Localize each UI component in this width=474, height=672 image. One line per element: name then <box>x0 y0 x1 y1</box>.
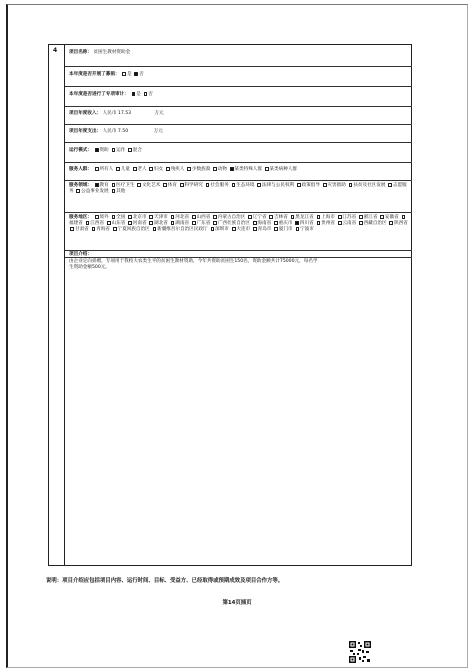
field-checkbox-13[interactable] <box>112 189 116 193</box>
region-checkbox-34[interactable] <box>232 227 236 231</box>
project-name-label: 项目名称： <box>69 50 92 55</box>
region-checkbox-24[interactable] <box>295 221 299 225</box>
region-checkbox-15[interactable] <box>86 221 90 225</box>
region-option-22: 海南省 <box>257 221 272 227</box>
field-option-13: 其他 <box>116 189 126 195</box>
region-option-31: 宁夏回族自治区 <box>117 227 150 233</box>
field-option-2: 文化艺术 <box>141 183 161 189</box>
region-option-20: 广东省 <box>196 221 211 227</box>
beneficiary-option-8: 某类病种人群 <box>269 167 298 173</box>
region-option-23: 重庆市 <box>278 221 293 227</box>
region-checkbox-23[interactable] <box>274 221 278 225</box>
region-option-15: 江西省 <box>90 221 105 227</box>
project-name-value: 贫困生教材资助金 <box>93 50 131 55</box>
region-option-28: 陕西省 <box>394 221 408 227</box>
row-income <box>65 107 412 125</box>
region-option-3: 天津市 <box>154 215 168 221</box>
field-option-7: 法律与公民权利 <box>261 183 295 189</box>
region-checkbox-19[interactable] <box>171 221 175 225</box>
beneficiary-option-2: 老人 <box>137 167 147 173</box>
income-amount: 17.53 <box>117 111 132 116</box>
region-option-11: 江苏省 <box>342 215 357 221</box>
region-option-21: 广西壮族自治区 <box>217 221 250 227</box>
item-number-column <box>49 45 65 565</box>
region-option-4: 河北省 <box>175 215 190 221</box>
region-checkbox-13[interactable] <box>380 215 384 219</box>
region-option-1: 全国 <box>116 215 126 221</box>
field-option-8: 政策倡导 <box>301 183 320 189</box>
expense-label: 项目年度支出： <box>69 129 102 134</box>
income-prefix: 人民币 <box>102 111 117 116</box>
region-option-27: 西藏自治区 <box>363 221 387 227</box>
beneficiary-option-7: 某类特殊人群 <box>234 167 262 173</box>
beneficiaries-label: 服务人群： <box>69 167 92 173</box>
field-checkbox-8[interactable] <box>297 183 301 187</box>
row-intro-label <box>65 251 412 258</box>
fundraising-no-label: 否 <box>139 72 144 78</box>
region-option-9: 黑龙江省 <box>295 215 314 221</box>
field-checkbox-6[interactable] <box>232 183 236 187</box>
fundraising-label: 本年度是否开展了募捐： <box>69 72 120 78</box>
field-option-1: 医疗卫生 <box>116 183 135 189</box>
audit-yes-checkbox[interactable] <box>132 92 136 96</box>
beneficiary-checkbox-6[interactable] <box>213 167 217 171</box>
mode-label: 运行模式： <box>69 148 92 154</box>
audit-yes-label: 是 <box>136 92 141 98</box>
region-option-25: 贵州省 <box>321 221 335 227</box>
region-checkbox-4[interactable] <box>171 215 175 219</box>
region-checkbox-28[interactable] <box>389 221 393 225</box>
row-intro-text <box>65 258 412 566</box>
beneficiary-checkbox-3[interactable] <box>149 167 153 171</box>
region-checkbox-33[interactable] <box>211 227 215 231</box>
beneficiary-option-5: 少数族裔 <box>191 167 211 173</box>
income-unit: 万元 <box>154 111 164 116</box>
field-checkbox-11[interactable] <box>388 183 392 187</box>
qr-code-icon <box>348 640 372 664</box>
intro-label: 项目介绍： <box>69 251 92 257</box>
region-option-14: 福建省 <box>69 221 83 227</box>
audit-label: 本年度是否进行了专项审计： <box>69 92 129 98</box>
region-option-16: 山东省 <box>111 221 126 227</box>
item-number: 4 <box>53 47 58 54</box>
beneficiary-checkbox-5[interactable] <box>187 167 191 171</box>
field-checkbox-3[interactable] <box>163 183 167 187</box>
region-checkbox-6[interactable] <box>213 215 217 219</box>
region-checkbox-17[interactable] <box>128 221 132 225</box>
region-option-36: 厦门市 <box>278 227 293 233</box>
field-option-6: 生态环境 <box>236 183 255 189</box>
region-option-7: 辽宁省 <box>252 215 267 221</box>
beneficiary-checkbox-2[interactable] <box>133 167 137 171</box>
region-checkbox-18[interactable] <box>149 221 153 225</box>
field-checkbox-5[interactable] <box>206 183 210 187</box>
region-checkbox-2[interactable] <box>128 215 132 219</box>
mode-option-1: 运作 <box>116 148 126 154</box>
region-checkbox-5[interactable] <box>192 215 196 219</box>
beneficiary-option-6: 动物 <box>217 167 227 173</box>
region-option-29: 甘肃省 <box>74 227 89 233</box>
region-option-18: 湖北省 <box>154 221 168 227</box>
region-checkbox-16[interactable] <box>107 221 111 225</box>
region-checkbox-11[interactable] <box>338 215 342 219</box>
region-checkbox-32[interactable] <box>153 227 157 231</box>
region-option-34: 大连市 <box>236 227 251 233</box>
region-option-2: 北京市 <box>132 215 147 221</box>
beneficiary-option-0: 所有人 <box>99 167 114 173</box>
region-option-0: 境外 <box>99 215 109 221</box>
region-option-17: 河南省 <box>132 221 147 227</box>
field-option-4: 科学研究 <box>184 183 203 189</box>
region-option-30: 青海省 <box>96 227 111 233</box>
region-option-35: 青岛市 <box>257 227 272 233</box>
expense-amount: 7.50 <box>117 129 129 134</box>
region-checkbox-10[interactable] <box>317 215 321 219</box>
field-checkbox-2[interactable] <box>137 183 141 187</box>
page-number: 第14页插页 <box>222 600 252 606</box>
project-table <box>48 44 412 566</box>
region-checkbox-21[interactable] <box>213 221 217 225</box>
row-fundraising <box>65 67 412 87</box>
mode-checkbox-2[interactable] <box>128 148 132 152</box>
region-checkbox-7[interactable] <box>248 215 252 219</box>
regions-label: 服务地区： <box>69 215 92 221</box>
region-checkbox-1[interactable] <box>112 215 116 219</box>
region-option-8: 吉林省 <box>274 215 288 221</box>
field-option-9: 灾害救助 <box>327 183 346 189</box>
fundraising-yes-label: 是 <box>127 72 132 78</box>
mode-option-0: 资助 <box>99 148 109 154</box>
region-checkbox-9[interactable] <box>291 215 295 219</box>
region-checkbox-20[interactable] <box>192 221 196 225</box>
footer-note: 说明：项目介绍应包括项目内容、运行时间、目标、受益方、已经取得或预期成效及项目合作方等。 <box>46 578 284 584</box>
field-option-11: 志愿服务 <box>69 183 407 195</box>
region-checkbox-26[interactable] <box>338 221 342 225</box>
mode-checkbox-1[interactable] <box>112 148 116 152</box>
region-checkbox-22[interactable] <box>253 221 257 225</box>
field-option-10: 扶贫及社区发展 <box>353 183 386 189</box>
row-fields <box>65 181 412 213</box>
region-option-12: 浙江省 <box>363 215 378 221</box>
region-option-6: 内蒙古自治区 <box>217 215 246 221</box>
region-checkbox-14[interactable] <box>402 215 406 219</box>
field-checkbox-1[interactable] <box>112 183 116 187</box>
region-option-5: 山西省 <box>196 215 211 221</box>
intro-text: 由企业定向捐赠，专项用于我校大农类生平的贫困生教材资助，今年共资助贫困生150名，资助金额共计75000元，每名学生资助金额500元。 <box>69 259 318 270</box>
region-checkbox-36[interactable] <box>274 227 278 231</box>
field-checkbox-12[interactable] <box>76 189 80 193</box>
income-label: 项目年度收入： <box>69 111 102 116</box>
region-checkbox-12[interactable] <box>359 215 363 219</box>
fundraising-no-checkbox[interactable] <box>134 72 138 76</box>
row-project-name <box>65 45 412 67</box>
region-checkbox-29[interactable] <box>70 227 74 231</box>
region-checkbox-25[interactable] <box>317 221 321 225</box>
mode-option-2: 混合 <box>132 148 142 154</box>
field-option-12: 公益事业发展 <box>81 189 109 195</box>
audit-no-label: 否 <box>148 92 153 98</box>
beneficiary-option-3: 妇女 <box>154 167 164 173</box>
region-option-19: 湖南省 <box>175 221 190 227</box>
row-mode <box>65 143 412 163</box>
beneficiary-checkbox-1[interactable] <box>116 167 120 171</box>
audit-no-checkbox[interactable] <box>144 92 148 96</box>
beneficiary-option-4: 残疾人 <box>170 167 185 173</box>
region-option-37: 宁波市 <box>300 227 314 233</box>
row-beneficiaries <box>65 163 412 181</box>
fields-label: 服务领域： <box>69 183 92 189</box>
region-option-10: 上海市 <box>321 215 335 221</box>
field-option-5: 社会服务 <box>210 183 229 189</box>
beneficiary-checkbox-4[interactable] <box>166 167 170 171</box>
region-option-32: 新疆维吾尔自治区民政厅 <box>157 227 208 233</box>
region-checkbox-30[interactable] <box>92 227 96 231</box>
region-option-24: 四川省 <box>299 221 314 227</box>
region-option-26: 云南省 <box>342 221 357 227</box>
row-expense <box>65 125 412 143</box>
expense-prefix: 人民币 <box>102 129 117 134</box>
region-option-33: 深圳市 <box>215 227 229 233</box>
row-regions <box>65 213 412 251</box>
beneficiary-option-1: 儿童 <box>120 167 130 173</box>
field-option-0: 教育 <box>99 183 109 189</box>
row-audit <box>65 87 412 107</box>
region-checkbox-8[interactable] <box>269 215 273 219</box>
region-checkbox-37[interactable] <box>296 227 300 231</box>
field-option-3: 体育 <box>167 183 177 189</box>
expense-unit: 万元 <box>153 129 163 134</box>
field-checkbox-7[interactable] <box>257 183 261 187</box>
region-checkbox-27[interactable] <box>359 221 363 225</box>
region-checkbox-35[interactable] <box>253 227 257 231</box>
fundraising-yes-checkbox[interactable] <box>122 72 126 76</box>
region-checkbox-3[interactable] <box>149 215 153 219</box>
field-checkbox-10[interactable] <box>349 183 353 187</box>
region-option-13: 安徽省 <box>384 215 399 221</box>
